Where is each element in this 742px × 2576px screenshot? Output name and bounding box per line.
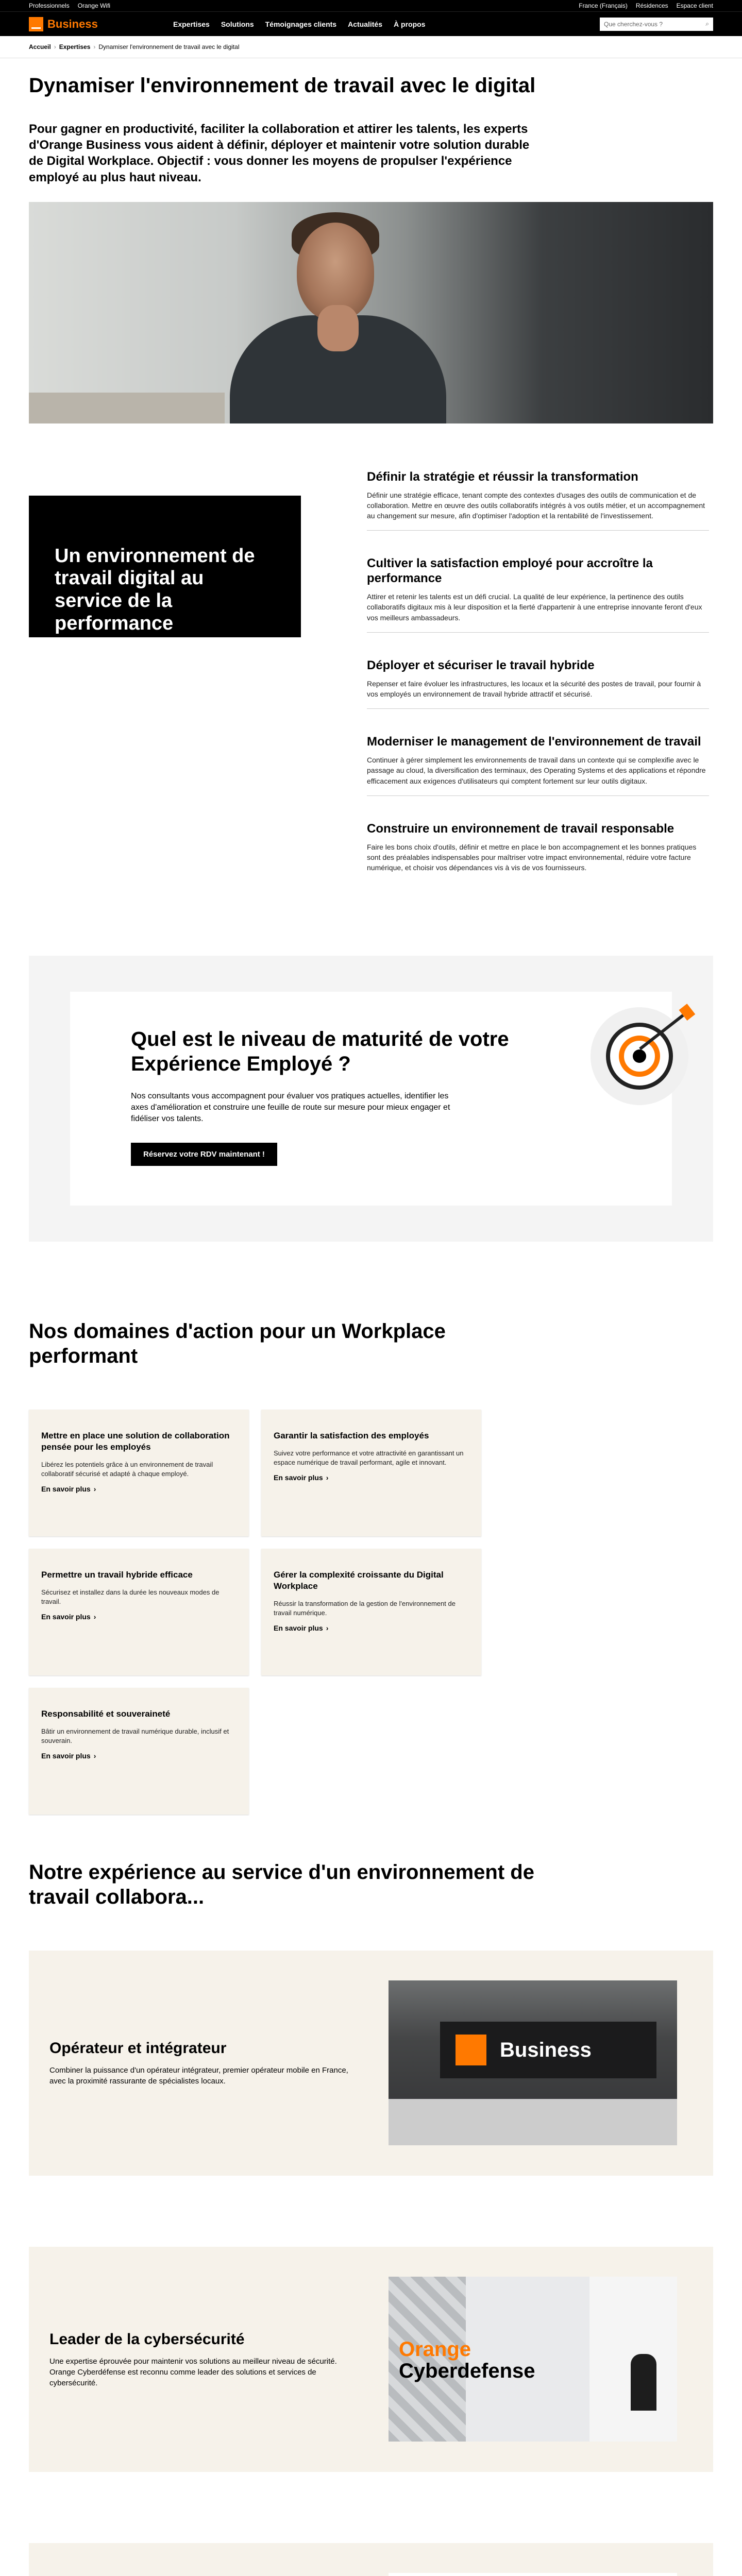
chevron-right-icon: › [326, 1473, 329, 1482]
page-title: Dynamiser l'environnement de travail avec le digital [29, 74, 536, 97]
learn-more-link[interactable] [274, 1624, 469, 1632]
cyberdefense-office-image [389, 2277, 677, 2442]
language-selector[interactable]: France (Français) [579, 2, 628, 9]
breadcrumb-current: Dynamiser l'environnement de travail avec le digital [98, 43, 240, 50]
domain-card-title: Permettre un travail hybride efficace [41, 1569, 193, 1580]
chevron-right-icon: › [93, 1613, 96, 1621]
learn-more-label: En savoir plus [41, 1752, 91, 1760]
experience-card-title: Opérateur et intégrateur [49, 2040, 227, 2057]
features-list [367, 470, 709, 899]
maturity-title: Quel est le niveau de maturité de votre Expérience Employé ? [131, 1027, 509, 1075]
book-appointment-button[interactable]: Réservez votre RDV maintenant ! [131, 1143, 277, 1166]
business-storefront-image [389, 1980, 677, 2145]
feature-text: Continuer à gérer simplement les environnements de travail dans un contexte qui se complexifie avec le passage au cloud, la diversification des terminaux, des Operating Systems et des applications et répondre efficacement aux exigences d'utilisateurs qui comptent fortement sur leur outils digitaux. [367, 756, 706, 785]
learn-more-link[interactable] [41, 1752, 237, 1760]
feature-item [367, 822, 709, 873]
domain-cards [29, 1410, 713, 1815]
hero-image [29, 202, 713, 423]
domain-card-text: Bâtir un environnement de travail numérique durable, inclusif et souverain. [41, 1727, 229, 1744]
domain-card[interactable] [29, 1688, 249, 1815]
brand-name: Business [47, 17, 98, 30]
domain-card-title: Mettre en place une solution de collaboration pensée pour les employés [41, 1430, 230, 1452]
transform-block-title: Un environnement de travail digital au service de la performance [29, 496, 301, 637]
learn-more-label: En savoir plus [41, 1485, 91, 1494]
learn-more-link[interactable] [41, 1485, 237, 1493]
feature-item [367, 658, 709, 709]
nav-a-propos[interactable]: À propos [394, 20, 426, 28]
learn-more-link[interactable] [274, 1473, 469, 1482]
cyber-word-orange: Orange [399, 2338, 471, 2361]
experience-title: Notre expérience au service d'un environnement de travail collabora... [29, 1860, 534, 1908]
feature-title: Construire un environnement de travail responsable [367, 822, 674, 836]
feature-text: Repenser et faire évoluer les infrastructures, les locaux et la sécurité des postes de travail, pour fournir à vos employés un environnement de travail hybride attractif et sécurisé. [367, 679, 701, 699]
breadcrumb-expertises[interactable]: Expertises [59, 43, 91, 50]
domain-card[interactable] [29, 1410, 249, 1536]
learn-more-label: En savoir plus [41, 1613, 91, 1621]
breadcrumb-home[interactable]: Accueil [29, 43, 51, 50]
orange-logo-icon [29, 17, 43, 31]
business-sign-text: Business [500, 2038, 592, 2061]
feature-item [367, 556, 709, 632]
feature-text: Définir une stratégie efficace, tenant compte des contextes d'usages des outils de communication et de collaboration. Mettre en œuvre des outils collaboratifs intégrés à vos outils métier, et un accompagnement au changement sur mesure, afin d'optimiser l'adoption et la rentabilité de l'investissement. [367, 490, 705, 520]
domain-card[interactable] [261, 1549, 481, 1675]
microsoft-partner-logo [389, 2573, 677, 2576]
feature-text: Attirer et retenir les talents est un défi crucial. La qualité de leur expérience, la pertinence des outils collaboratifs digitaux mis à leur disposition et la fierté d'appartenir à une entreprise innovante feront d'eux vos meilleurs ambassadeurs. [367, 592, 702, 622]
utility-link-professionnels[interactable]: Professionnels [29, 2, 70, 9]
feature-title: Définir la stratégie et réussir la transformation [367, 469, 638, 484]
experience-card-title: Leader de la cybersécurité [49, 2330, 245, 2348]
search-placeholder: Que cherchez-vous ? [604, 20, 663, 28]
cyber-word-cyberdefense: Cyberdefense [399, 2360, 535, 2383]
domain-card-title: Garantir la satisfaction des employés [274, 1430, 429, 1440]
experience-card-text: Combiner la puissance d'un opérateur intégrateur, premier opérateur mobile en France, avec la proximité rassurante de spécialistes locaux. [49, 2066, 348, 2086]
domain-card-title: Gérer la complexité croissante du Digital Workplace [274, 1569, 444, 1591]
search-input[interactable] [600, 18, 713, 31]
maturity-section [29, 956, 713, 1242]
main-header [0, 11, 742, 36]
main-nav [173, 20, 600, 28]
domain-card[interactable] [261, 1410, 481, 1536]
search-icon: ⌕ [705, 20, 709, 27]
chevron-right-icon: › [93, 1485, 96, 1494]
chevron-right-icon: › [93, 43, 96, 50]
learn-more-label: En savoir plus [274, 1473, 323, 1482]
domain-card[interactable] [29, 1549, 249, 1675]
transform-section [29, 469, 713, 899]
experience-card-text: Une expertise éprouvée pour maintenir vos solutions au meilleur niveau de sécurité. Orange Cyberdéfense est reconnu comme leader des solutions et services de cybersécurité. [49, 2357, 337, 2387]
target-dart-icon [591, 1007, 688, 1105]
chevron-right-icon: › [326, 1624, 329, 1633]
learn-more-link[interactable] [41, 1613, 237, 1621]
brand-logo[interactable] [29, 17, 173, 31]
feature-item [367, 470, 709, 531]
experience-card [29, 2543, 713, 2576]
breadcrumb [0, 36, 742, 58]
maturity-card [70, 992, 672, 1206]
hero-lead: Pour gagner en productivité, faciliter la collaboration et attirer les talents, les experts d'Orange Business vous aident à définir, déployer et maintenir votre solution durable de Digital Workplace. Objectif : vous donner les moyens de propulser l'expérience employé au plus haut niveau. [29, 122, 530, 184]
experience-card [29, 1951, 713, 2176]
feature-title: Cultiver la satisfaction employé pour accroître la performance [367, 556, 653, 586]
nav-solutions[interactable]: Solutions [221, 20, 254, 28]
domain-card-title: Responsabilité et souveraineté [41, 1708, 171, 1719]
experience-card [29, 2247, 713, 2472]
utility-link-wifi[interactable]: Orange Wifi [77, 2, 111, 9]
feature-text: Faire les bons choix d'outils, définir et mettre en place le bon accompagnement et les bonnes pratiques sont des préalables indispensables pour maîtriser votre impact environnemental, réduire votre facture numérique, et choisir vos dépendances vis à vis de vos fournisseurs. [367, 842, 697, 872]
chevron-right-icon: › [93, 1752, 96, 1760]
chevron-right-icon: › [54, 43, 56, 50]
nav-expertises[interactable]: Expertises [173, 20, 210, 28]
domains-title: Nos domaines d'action pour un Workplace performant [29, 1319, 446, 1367]
maturity-text: Nos consultants vous accompagnent pour évaluer vos pratiques actuelles, identifier les axes d'amélioration et construire une feuille de route sur mesure pour mieux engager et fidéliser vos talents. [131, 1091, 450, 1124]
feature-title: Déployer et sécuriser le travail hybride [367, 658, 595, 672]
domain-card-text: Suivez votre performance et votre attractivité en garantissant un espace numérique de travail performant, agile et innovant. [274, 1449, 464, 1466]
utility-link-residences[interactable]: Résidences [635, 2, 668, 9]
feature-title: Moderniser le management de l'environnement de travail [367, 735, 701, 749]
feature-item [367, 735, 709, 796]
domain-card-text: Libérez les potentiels grâce à un environnement de travail collaboratif sécurisé et adapté à chaque employé. [41, 1460, 213, 1478]
domain-card-text: Réussir la transformation de la gestion de l'environnement de travail numérique. [274, 1599, 456, 1617]
domain-card-text: Sécurisez et installez dans la durée les nouveaux modes de travail. [41, 1588, 220, 1605]
account-link[interactable]: Espace client [676, 2, 713, 9]
learn-more-label: En savoir plus [274, 1624, 323, 1633]
nav-temoignages[interactable]: Témoignages clients [265, 20, 337, 28]
nav-actualites[interactable]: Actualités [348, 20, 383, 28]
utility-bar [0, 0, 742, 11]
